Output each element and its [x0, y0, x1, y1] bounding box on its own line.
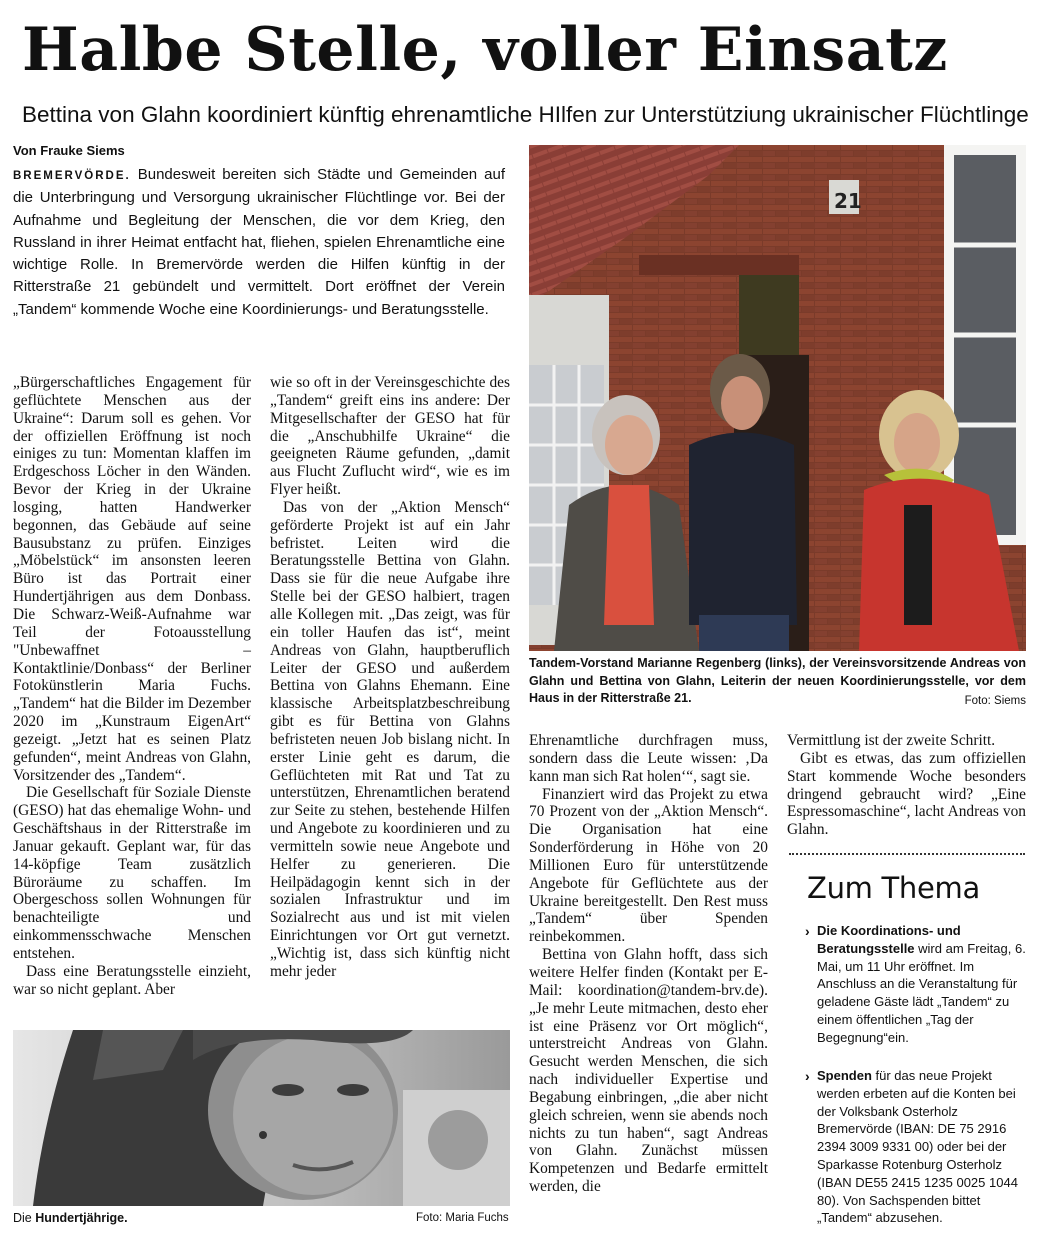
info-box-item-opening — [805, 922, 1026, 1047]
info-box-divider — [789, 853, 1025, 855]
portrait-photo — [13, 1030, 510, 1206]
body-paragraph: wie so oft in der Vereinsgeschichte des „Tandem“ greift eins ins andere: Der Mitgesellschafter der GESO hat für die „Anschubhilfe Ukraine“ die geeigneten Räume gefunden, „damit aus Flucht Zuflucht wird“, wie es im Flyer heißt. — [270, 374, 510, 499]
body-column-1 — [13, 374, 251, 999]
house-number: 21 — [834, 189, 862, 213]
portrait-caption-bold: Hundertjährige. — [35, 1211, 128, 1225]
main-photo-credit: Foto: Siems — [964, 695, 1026, 707]
body-paragraph: Gibt es etwas, das zum offiziellen Start kommende Woche besonders dringend gebraucht wird? „Eine Espressomaschine“, lacht Andreas von Glahn. — [787, 749, 1026, 839]
body-paragraph: Ehrenamtliche durchfragen muss, sondern dass die Leute wissen: ‚Da kann man sich Rat holen‘“, sagt sie. — [529, 732, 768, 785]
main-caption-bold: Koordinierungsstelle — [840, 673, 966, 688]
lead-text: Bundesweit bereiten sich Städte und Gemeinden auf die Unterbringung und Versorgung ukrainischer Flüchtlinge vor. Bei der Aufnahme und Begleitung der Menschen, die vor dem Krieg, den Russland in ihrer Heimat entfacht hat, fliehen, spielen Ehrenamtliche eine wichtige Rolle. In Bremervörde werden die Hilfen künftig in der Ritterstraße 21 gebündelt und vermittelt. Dort eröffnet der Verein „Tandem“ kommende Woche eine Koordinierungs- und Beratungsstelle. — [13, 166, 505, 318]
body-paragraph: Die Gesellschaft für Soziale Dienste (GESO) hat das ehemalige Wohn- und Geschäftshaus in der Ritterstraße im Januar gekauft. Geplant war, für das 14-köpfige Team zusätzlich Büroräume zu schaffen. Im Obergeschoss sollen Wohnungen für benachteiligte und einkommensschwache Menschen entstehen. — [13, 784, 251, 962]
info-box-title: Zum Thema — [807, 871, 980, 905]
chevron-right-icon: › — [805, 923, 810, 939]
portrait-caption-prefix: Die — [13, 1211, 36, 1225]
portrait-credit: Foto: Maria Fuchs — [416, 1212, 509, 1224]
main-caption-text-2: , vor dem Haus in der Ritterstraße 21. — [529, 673, 1026, 705]
portrait-caption — [13, 1210, 128, 1228]
info-box-item-text — [817, 922, 1026, 1047]
main-photo-image — [529, 145, 1026, 651]
body-column-2 — [270, 374, 510, 981]
body-paragraph: Das von der „Aktion Mensch“ geförderte Projekt ist auf ein Jahr befristet. Leiten wird die Beratungsstelle Bettina von Glahn. Dass sie für die neue Aufgabe ihre Stelle bei der GESO halbiert, tragen alle Kollegen mit. „Das zeigt, was für ein toller Haufen das ist“, meint Andreas von Glahn, hauptberuflich Leiter der GESO und außerdem Bettina von Glahns Ehemann. Eine klassische Arbeitsplatzbeschreibung gibt es für Bettina von Glahns befristeten neuen Job bislang nicht. In erster Linie geht es darum, die Geflüchteten mit Rat und Tat zu unterstützen, Ehrenamtlichen beratend zur Seite zu stehen, bestehende Hilfen und Angebote zu koordinieren und zu vermitteln sowie neue Angebote und Helfer zu generieren. Die Heilpädagogin kennt sich in der sozialen Infrastruktur und im Sozialrecht aus und ist mit vielen Einrichtungen vor Ort gut vernetzt. „Wichtig ist, dass sich künftig nicht mehr jeder — [270, 498, 510, 980]
info-box-item-body: wird am Freitag, 6. Mai, um 11 Uhr eröffnet. Im Anschluss an die Veranstaltung für geladene Gäste lädt „Tandem“ zu einem öffentlichen „Tag der Begegnung“ein. — [817, 940, 1026, 1045]
lead-paragraph — [13, 164, 505, 321]
chevron-right-icon: › — [805, 1068, 810, 1084]
main-caption-text-1: Tandem-Vorstand Marianne Regenberg (links), der Vereinsvorsitzende Andreas von Glahn und Bettina von Glahn, Leiterin der neuen — [529, 656, 1026, 688]
portrait-photo-image — [13, 1030, 510, 1206]
info-box-item-text — [817, 1067, 1026, 1227]
body-column-3 — [529, 732, 768, 1196]
body-paragraph: Bettina von Glahn hofft, dass sich weitere Helfer finden (Kontakt per E-Mail: koordination@tandem-brv.de). „Je mehr Leute mitmachen, desto eher ist eine Präsenz vor Ort möglich“, unterstreicht Andreas von Glahn. Gesucht werden Menschen, die sich nach individueller Expertise und Begabung einbringen, „die aber nicht gleich schreien, wenn sie abends noch nichts zu tun haben“, sagt Andreas von Glahn. Zunächst müssen Kompetenzen und Bedarfe ermittelt werden, die — [529, 946, 768, 1196]
headline: Halbe Stelle, voller Einsatz — [22, 15, 948, 85]
body-column-4 — [787, 732, 1026, 839]
body-paragraph: Finanziert wird das Projekt zu etwa 70 Prozent von der „Aktion Mensch“. Die Organisation hat eine Sonderförderung in Höhe von 20 Millionen Euro für unterstützende Angebote für Geflüchtete aus der Ukraine bereitgestellt. Den Rest muss „Tandem“ über Spenden reinbekommen. — [529, 785, 768, 946]
main-photo-caption — [529, 655, 1026, 708]
body-paragraph: Dass eine Beratungsstelle einzieht, war so nicht geplant. Aber — [13, 962, 251, 998]
main-photo — [529, 145, 1026, 651]
author-byline: Von Frauke Siems — [13, 143, 125, 158]
subheadline: Bettina von Glahn koordiniert künftig ehrenamtliche HIlfen zur Unterstütziung ukrainischer Flüchtlinge — [22, 102, 1029, 127]
dateline: BREMERVÖRDE. — [13, 170, 131, 182]
body-paragraph: Vermittlung ist der zweite Schritt. — [787, 732, 996, 749]
info-box-item-body: für das neue Projekt werden erbeten auf die Konten bei der Volksbank Osterholz Bremervörde (IBAN: DE 75 2916 2394 3009 9331 00) oder bei der Sparkasse Rotenburg Osterholz (IBAN DE55 2415 1235 0025 1044 80). Von Sachspenden bittet „Tandem“ abzusehen. — [817, 1068, 1018, 1226]
body-paragraph: „Bürgerschaftliches Engagement für geflüchtete Menschen aus der Ukraine“: Darum soll es gehen. Vor der offiziellen Eröffnung ist noch einiges zu tun: Momentan klaffen im Erdgeschoss Löcher in den Wänden. Bevor der Krieg in der Ukraine losging, hatten Handwerker begonnen, das Gebäude auf seine Bausubstanz zu prüfen. Einziges „Möbelstück“ im ansonsten leeren Büro ist das Portrait einer Hundertjährigen aus dem Donbass. Die Schwarz-Weiß-Aufnahme war Teil der Fotoausstellung "Unbewaffnet – Kontaktlinie/Donbass“ der Berliner Fotokünstlerin Maria Fuchs. „Tandem“ hat die Bilder im Dezember 2020 im „Kunstraum EigenArt“ gezeigt. „Jetzt hat es seinen Platz gefunden“, meint Andreas von Glahn, Vorsitzender des „Tandem“. — [13, 374, 251, 784]
info-box-item-bold: Spenden — [817, 1068, 872, 1083]
info-box-item-bold: Die Koordinations- und Beratungsstelle — [817, 923, 961, 956]
info-box-item-donations — [805, 1067, 1026, 1227]
